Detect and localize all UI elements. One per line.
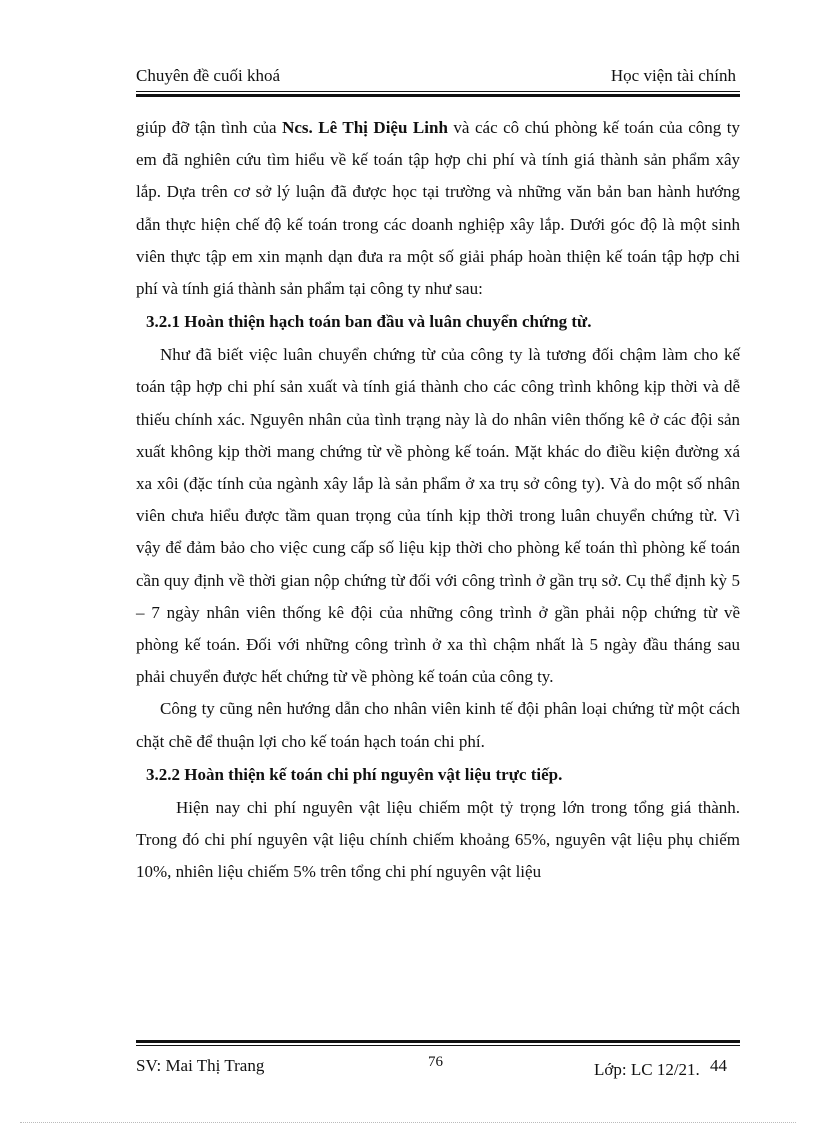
advisor-name: Ncs. Lê Thị Diệu Linh <box>282 118 448 137</box>
footer-rule-thick <box>136 1040 740 1043</box>
intro-text-before: giúp đỡ tận tình của <box>136 118 283 137</box>
student-name: SV: Mai Thị Trang <box>136 1056 265 1075</box>
paragraph-intro <box>136 112 740 305</box>
page-footer <box>136 1052 740 1082</box>
paragraph-material-costs: Hiện nay chi phí nguyên vật liệu chiếm một tỷ trọng lớn trong tổng giá thành. Trong đó chi phí nguyên vật liệu chính chiếm khoảng 65%, nguyên vật liệu phụ chiếm 10%, nhiên liệu chiếm 5% trên tổng chi phí nguyên vật liệu <box>136 797 740 882</box>
header-topic: Chuyên đề cuối khoá <box>136 66 280 85</box>
footer-rule-thin <box>136 1045 740 1046</box>
header-rule-thin <box>136 91 740 92</box>
paragraph-classification: Công ty cũng nên hướng dẫn cho nhân viên kinh tế đội phân loại chứng từ một cách chặt chẽ để thuận lợi cho kế toán hạch toán chi phí. <box>136 699 740 751</box>
header-institution: Học viện tài chính <box>610 66 736 85</box>
class-code: 44 <box>710 1056 727 1075</box>
page-number: 76 <box>428 1054 443 1070</box>
class-label: Lớp: LC 12/21. <box>594 1060 700 1079</box>
document-body <box>136 112 740 888</box>
section-heading-3-2-1: 3.2.1 Hoàn thiện hạch toán ban đầu và luân chuyển chứng từ. <box>146 312 592 332</box>
header-rule-thick <box>136 94 740 97</box>
intro-text-after: và các cô chú phòng kế toán của công ty em đã nghiên cứu tìm hiểu về kế toán tập hợp chi phí và tính giá thành sản phẩm xây lắp. Dựa trên cơ sở lý luận đã được học tại trường và những văn bản ban hành hướng dẫn thực hiện chế độ kế toán trong các doanh nghiệp xây lắp. Dưới góc độ là một sinh viên thực tập em xin mạnh dạn đưa ra một số giải pháp hoàn thiện kế toán tập hợp chi phí và tính giá thành sản phẩm tại công ty như sau: <box>136 118 740 299</box>
paragraph-document-flow: Như đã biết việc luân chuyển chứng từ của công ty là tương đối chậm làm cho kế toán tập hợp chi phí sản xuất và tính giá thành cho các công trình không kịp thời và dễ thiếu chính xác. Nguyên nhân của tình trạng này là do nhân viên thống kê ở các đội sản xuất không kịp thời mang chứng từ về phòng kế toán. Mặt khác do điều kiện đường xá xa xôi (đặc tính của ngành xây lắp là sản phẩm ở xa trụ sở công ty). Và do một số nhân viên chưa hiểu được tầm quan trọng của tính kịp thời trong luân chuyển chứng từ. Vì vậy để đảm bảo cho việc cung cấp số liệu kịp thời cho phòng kế toán thì phòng kế toán cần quy định về thời gian nộp chứng từ đối với công trình ở gần trụ sở. Cụ thể định kỳ 5 – 7 ngày nhân viên thống kê đội của những công trình ở gần phải nộp chứng từ về phòng kế toán. Đối với những công trình ở xa thì chậm nhất là 5 ngày đầu tháng sau phải chuyển được hết chứng từ về phòng kế toán của công ty. <box>136 345 740 687</box>
page-header <box>136 66 736 90</box>
section-heading-3-2-2: 3.2.2 Hoàn thiện kế toán chi phí nguyên vật liệu trực tiếp. <box>146 764 563 784</box>
